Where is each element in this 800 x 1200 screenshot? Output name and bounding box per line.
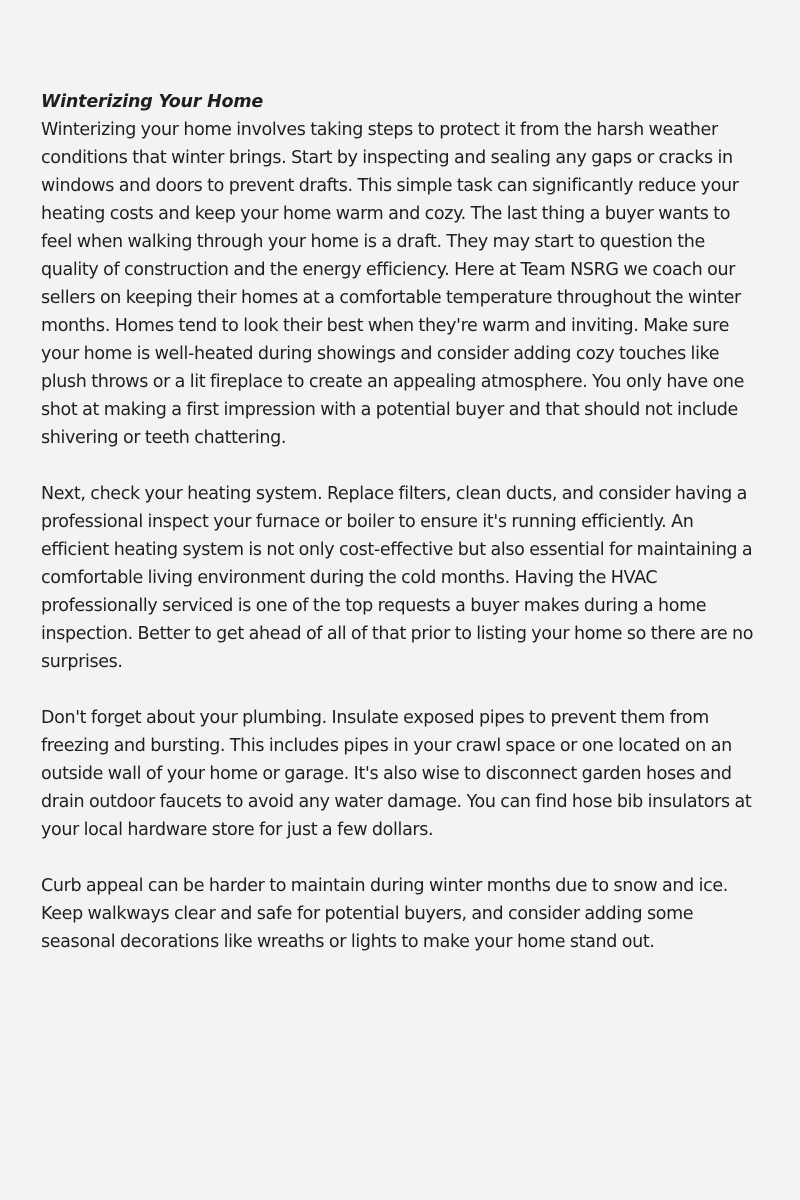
paragraph-winterizing: Winterizing your home involves taking steps to protect it from the harsh weather conditions that winter brings. Start by inspecting and sealing any gaps or cracks in windows and doors to prevent drafts. This simple task can significantly reduce your heating costs and keep your home warm and cozy. The last thing a buyer wants to feel when walking through your home is a draft. They may start to question the quality of construction and the energy efficiency. Here at Team NSRG we coach our sellers on keeping their homes at a comfortable temperature throughout the winter months. Homes tend to look their best when they're warm and inviting. Make sure your home is well-heated during showings and consider adding cozy touches like plush throws or a lit fireplace to create an appealing atmosphere. You only have one shot at making a first impression with a potential buyer and that should not include shivering or teeth chattering. [41, 120, 745, 448]
paragraph-plumbing: Don't forget about your plumbing. Insulate exposed pipes to prevent them from freezing and bursting. This includes pipes in your crawl space or one located on an outside wall of your home or garage. It's also wise to disconnect garden hoses and drain outdoor faucets to avoid any water damage. You can find hose bib insulators at your local hardware store for just a few dollars. [41, 708, 752, 840]
article [41, 88, 765, 984]
article-title: Winterizing Your Home [41, 92, 264, 112]
paragraph-curb-appeal: Curb appeal can be harder to maintain during winter months due to snow and ice. Keep walkways clear and safe for potential buyers, and consider adding some seasonal decorations like wreaths or lights to make your home stand out. [41, 876, 729, 952]
paragraph-heating-system: Next, check your heating system. Replace filters, clean ducts, and consider having a professional inspect your furnace or boiler to ensure it's running efficiently. An efficient heating system is not only cost-effective but also essential for maintaining a comfortable living environment during the cold months. Having the HVAC professionally serviced is one of the top requests a buyer makes during a home inspection. Better to get ahead of all of that prior to listing your home so there are no surprises. [41, 484, 754, 672]
